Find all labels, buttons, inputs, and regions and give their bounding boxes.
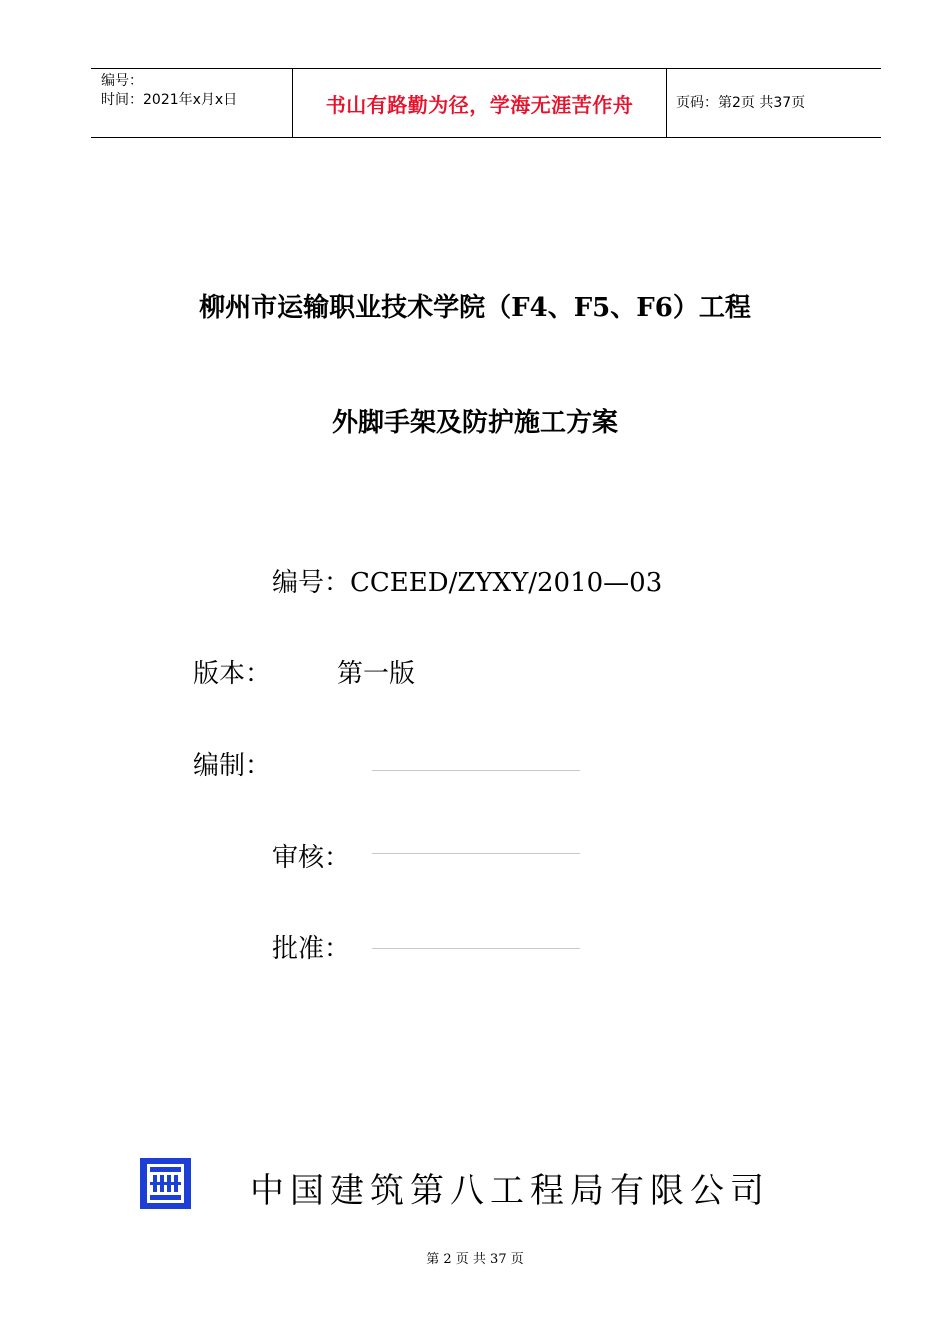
version-label: 版本： — [193, 659, 272, 689]
company-logo-mark — [140, 1158, 191, 1209]
header-time-label: 时间：2021年x月x日 — [101, 92, 238, 108]
header-motto-cell — [292, 69, 667, 137]
header-motto: 书山有路勤为径，学海无涯苦作舟 — [325, 93, 634, 117]
header-number-label: 编号： — [101, 73, 143, 89]
document-title-line2: 外脚手架及防护施工方案 — [331, 408, 618, 438]
header-page-info: 页码：第2页 共37页 — [676, 95, 806, 111]
page-footer: 第 2 页 共 37 页 — [426, 1252, 524, 1267]
compiled-by-signature-line — [372, 770, 580, 771]
header-page-cell — [666, 69, 881, 137]
compiled-by-label: 编制： — [193, 751, 272, 781]
version-value: 第一版 — [337, 659, 416, 689]
company-name: 中国建筑第八工程局有限公司 — [250, 1171, 770, 1211]
header-meta-cell — [91, 69, 292, 137]
page-header — [91, 68, 881, 138]
approved-by-signature-line — [372, 948, 580, 949]
approved-by-label: 批准： — [272, 934, 351, 964]
reviewed-by-label: 审核： — [272, 843, 351, 873]
company-logo — [140, 1158, 191, 1209]
document-title-line1: 柳州市运输职业技术学院（F4、F5、F6）工程 — [199, 293, 751, 323]
reviewed-by-signature-line — [372, 853, 580, 854]
document-number: 编号：CCEED/ZYXY/2010—03 — [272, 568, 663, 598]
